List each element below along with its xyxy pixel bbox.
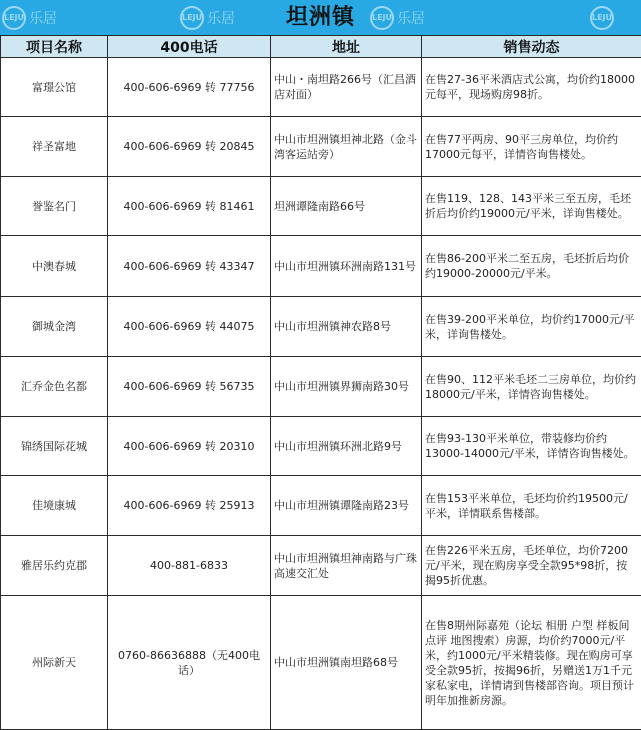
phone-number[interactable]: 400-606-6969 转 56735 <box>108 357 271 417</box>
header-phone: 400电话 <box>108 36 271 58</box>
project-name: 中澳春城 <box>1 236 108 297</box>
leju-logo-icon: LEJU <box>180 6 204 30</box>
leju-logo-icon: LEJU <box>590 6 614 30</box>
header-address: 地址 <box>271 36 422 58</box>
address: 坦洲谭隆南路66号 <box>271 177 422 236</box>
project-name: 誉鉴名门 <box>1 177 108 236</box>
project-name: 州际新天 <box>1 596 108 730</box>
listings-table <box>0 35 641 730</box>
address: 中山市坦洲镇环洲南路131号 <box>271 236 422 297</box>
table-row <box>1 117 641 177</box>
phone-number[interactable]: 400-606-6969 转 43347 <box>108 236 271 297</box>
sales-info: 在售86-200平米二至五房，毛坯折后均价约19000-20000元/平米。 <box>422 236 641 297</box>
table-row <box>1 177 641 236</box>
phone-number[interactable]: 400-606-6969 转 44075 <box>108 297 271 357</box>
phone-number[interactable]: 400-881-6833 <box>108 536 271 596</box>
watermark-text: 乐居 <box>29 10 57 27</box>
sales-info: 在售27-36平米酒店式公寓，均价约18000元每平，现场购房98折。 <box>422 58 641 117</box>
project-name: 汇乔金色名都 <box>1 357 108 417</box>
table-row <box>1 297 641 357</box>
project-name: 富璟公馆 <box>1 58 108 117</box>
phone-number[interactable]: 400-606-6969 转 81461 <box>108 177 271 236</box>
leju-logo-icon: LEJU <box>2 6 26 30</box>
project-name: 御城金湾 <box>1 297 108 357</box>
phone-number[interactable]: 400-606-6969 转 77756 <box>108 58 271 117</box>
table-row <box>1 58 641 117</box>
sales-info: 在售226平米五房，毛坯单位，均价7200元/平米，现在购房享受全款95*98折，按揭95折优惠。 <box>422 536 641 596</box>
sales-info: 在售90、112平米毛坯二三房单位，均价约18000元/平米，详情咨询售楼处。 <box>422 357 641 417</box>
table-header-row <box>1 36 641 58</box>
watermark-text: 乐居 <box>397 10 425 27</box>
phone-number[interactable]: 0760-86636888（无400电话） <box>108 596 271 730</box>
sales-info: 在售93-130平米单位，带装修均价约13000-14000元/平米，详情咨询售楼处。 <box>422 417 641 476</box>
project-name: 祥圣富地 <box>1 117 108 177</box>
table-row <box>1 417 641 476</box>
table-row <box>1 236 641 297</box>
table-row <box>1 357 641 417</box>
phone-number[interactable]: 400-606-6969 转 25913 <box>108 476 271 536</box>
address: 中山市坦洲镇界狮南路30号 <box>271 357 422 417</box>
page-title: 坦洲镇 <box>285 5 355 30</box>
phone-number[interactable]: 400-606-6969 转 20310 <box>108 417 271 476</box>
address: 中山・南坦路266号（汇昌酒店对面） <box>271 58 422 117</box>
table-row <box>1 596 641 730</box>
phone-number[interactable]: 400-606-6969 转 20845 <box>108 117 271 177</box>
sales-info: 在售119、128、143平米三至五房，毛坯折后均价约19000元/平米，详询售楼处。 <box>422 177 641 236</box>
sales-info: 在售77平两房、90平三房单位，均价约17000元每平，详情咨询售楼处。 <box>422 117 641 177</box>
sales-info: 在售39-200平米单位，均价约17000元/平米，详询售楼处。 <box>422 297 641 357</box>
sales-info: 在售153平米单位，毛坯均价约19500元/平米，详情联系售楼部。 <box>422 476 641 536</box>
address: 中山市坦洲镇坦神南路与广珠高速交汇处 <box>271 536 422 596</box>
address: 中山市坦洲镇坦神北路（金斗湾客运站旁） <box>271 117 422 177</box>
project-name: 佳境康城 <box>1 476 108 536</box>
project-name: 雅居乐约克郡 <box>1 536 108 596</box>
address: 中山市坦洲镇神农路8号 <box>271 297 422 357</box>
header-sales: 销售动态 <box>422 36 641 58</box>
table-row <box>1 476 641 536</box>
address: 中山市坦洲镇谭隆南路23号 <box>271 476 422 536</box>
address: 中山市坦洲镇南坦路68号 <box>271 596 422 730</box>
sales-info: 在售8期州际嘉苑（论坛 相册 户型 样板间 点评 地图搜索）房源，均价约7000元/平米，约1000元/平米精装修。现在购房可享受全款95折，按揭96折，另赠送1万1千元家私家电，详情请到售楼部咨询。项目预计明年加推新房源。 <box>422 596 641 730</box>
address: 中山市坦洲镇环洲北路9号 <box>271 417 422 476</box>
project-name: 锦绣国际花城 <box>1 417 108 476</box>
watermark-text: 乐居 <box>207 10 235 27</box>
leju-logo-icon: LEJU <box>370 6 394 30</box>
table-row <box>1 536 641 596</box>
title-banner <box>0 0 641 35</box>
header-project-name: 项目名称 <box>1 36 108 58</box>
